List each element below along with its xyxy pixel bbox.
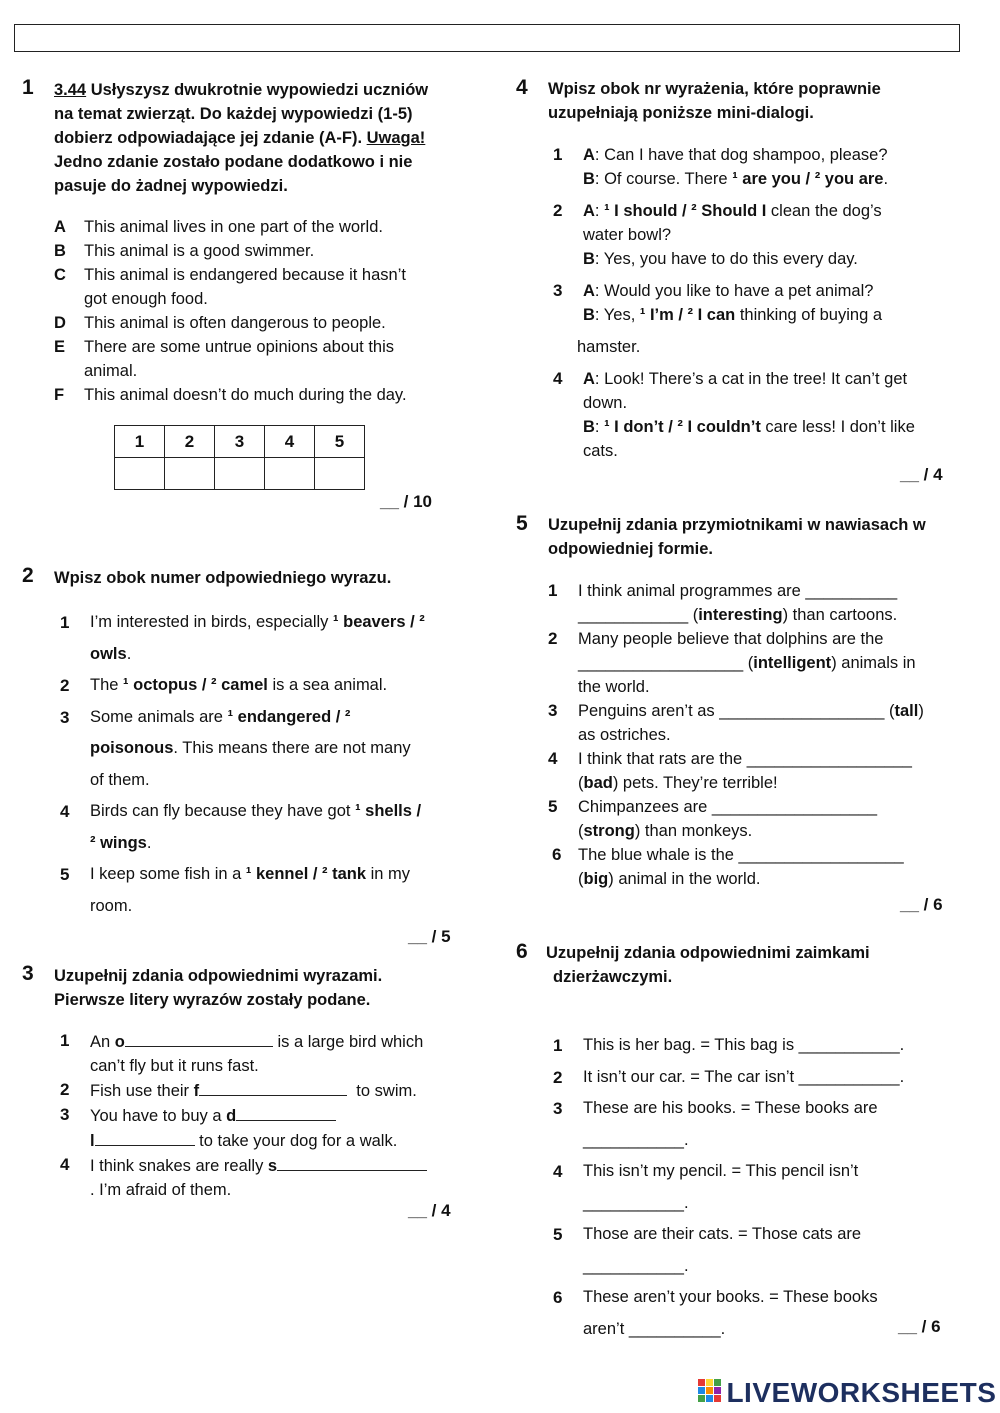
blank[interactable] xyxy=(236,1103,336,1121)
list-item: 3 Penguins aren’t as __________________ (tall) as ostriches. xyxy=(548,701,924,744)
list-item: 6 These aren’t your books. = These books aren’t __________. xyxy=(553,1288,878,1338)
answer-cell[interactable] xyxy=(165,458,215,490)
ex2-number: 2 xyxy=(22,564,34,587)
option-c: C This animal is endangered because it hasn’t got enough food. xyxy=(54,266,406,308)
list-item: 4 I think snakes are really s . I’m afraid of them. xyxy=(60,1153,470,1202)
list-item: 2 Fish use their f to swim. xyxy=(60,1080,417,1100)
ex6-items xyxy=(553,1030,963,1345)
ex2-score: __ / 5 xyxy=(408,927,451,946)
table-header: 1 xyxy=(115,426,165,458)
logo-text: LIVEWORKSHEETS xyxy=(726,1377,997,1408)
table-header: 2 xyxy=(165,426,215,458)
ex1-options xyxy=(54,215,474,407)
blank[interactable] xyxy=(95,1128,195,1146)
list-item: 1 I’m interested in birds, especially ¹ beavers / ² owls. xyxy=(60,613,425,663)
list-item: 5 I keep some fish in a ¹ kennel / ² tank in my room. xyxy=(60,865,411,915)
ex1-instruction: 3.44 Usłyszysz dwukrotnie wypowiedzi uczniów na temat zwierząt. Do każdej wypowiedzi (1-5) dobierz odpowiadające jej zdanie (A-F). Uwaga! Jedno zdanie zostało podane dodatkowo i nie pasuje do żadnej wypowiedzi. xyxy=(54,81,429,195)
ex3-score: __ / 4 xyxy=(408,1201,451,1220)
list-item: 6 The blue whale is the __________________ (big) animal in the world. xyxy=(552,845,904,888)
option-d: D This animal is often dangerous to people. xyxy=(54,314,386,332)
ex1-track: 3.44 xyxy=(54,81,87,99)
list-item: 2 It isn’t our car. = The car isn’t ___________. xyxy=(553,1067,905,1087)
answer-cell[interactable] xyxy=(315,458,365,490)
list-item: 4 Birds can fly because they have got ¹ shells / ² wings. xyxy=(60,802,422,852)
blank[interactable] xyxy=(199,1078,347,1096)
list-item: 4 This isn’t my pencil. = This pencil isn’t ___________. xyxy=(553,1162,859,1212)
liveworksheets-logo[interactable] xyxy=(698,1377,996,1409)
liveworksheets-logo-icon xyxy=(698,1379,722,1407)
table-header: 3 xyxy=(215,426,265,458)
ex1-answer-table xyxy=(114,425,365,490)
answer-cell[interactable] xyxy=(215,458,265,490)
option-a: A This animal lives in one part of the world. xyxy=(54,218,383,236)
ex6-number: 6 xyxy=(516,940,528,963)
ex3-number: 3 xyxy=(22,962,34,985)
ex3-items xyxy=(60,1029,470,1202)
ex5-items xyxy=(548,579,968,891)
answer-cell[interactable] xyxy=(265,458,315,490)
ex4-item-3: 3 A: Would you like to have a pet animal? B: Yes, ¹ I’m / ² I can thinking of buying a hamster. xyxy=(553,281,883,356)
ex1-score: __ / 10 xyxy=(380,492,432,511)
ex6-score: __ / 6 xyxy=(898,1317,941,1336)
ex3-instruction: Uzupełnij zdania odpowiednimi wyrazami. Pierwsze litery wyrazów zostały podane. xyxy=(54,967,383,1009)
table-header: 4 xyxy=(265,426,315,458)
ex4-item-2: 2 A: ¹ I should / ² Should I clean the dog’s water bowl? B: Yes, you have to do this every day. xyxy=(553,201,882,268)
list-item: 4 I think that rats are the __________________ (bad) pets. They’re terrible! xyxy=(548,749,912,792)
list-item: 2 The ¹ octopus / ² camel is a sea animal. xyxy=(60,676,388,695)
name-box[interactable] xyxy=(14,24,960,52)
list-item: 5 Those are their cats. = Those cats are ___________. xyxy=(553,1225,862,1275)
blank[interactable] xyxy=(277,1153,427,1171)
list-item: 5 Chimpanzees are __________________ (strong) than monkeys. xyxy=(548,797,878,840)
list-item: 1 This is her bag. = This bag is ___________. xyxy=(553,1036,905,1055)
ex1-number: 1 xyxy=(22,76,34,99)
blank[interactable] xyxy=(125,1029,273,1047)
option-f: F This animal doesn’t do much during the day. xyxy=(54,386,407,404)
option-b: B This animal is a good swimmer. xyxy=(54,242,315,260)
ex4-number: 4 xyxy=(516,76,528,99)
table-header: 5 xyxy=(315,426,365,458)
ex2-items xyxy=(60,607,470,922)
list-item: 3 You have to buy a d l to take your dog for a walk. xyxy=(60,1105,398,1150)
ex4-instruction: Wpisz obok nr wyrażenia, które poprawnie uzupełniają poniższe mini-dialogi. xyxy=(548,80,881,122)
ex5-number: 5 xyxy=(516,512,528,535)
ex2-instruction: Wpisz obok numer odpowiedniego wyrazu. xyxy=(54,569,392,587)
ex4-item-4: 4 A: Look! There’s a cat in the tree! It can’t get down. B: ¹ I don’t / ² I couldn’t care less! I don’t like cats. xyxy=(553,369,915,460)
ex4-score: __ / 4 xyxy=(900,465,943,484)
ex5-score: __ / 6 xyxy=(900,895,943,914)
ex5-instruction: Uzupełnij zdania przymiotnikami w nawiasach w odpowiedniej formie. xyxy=(548,516,926,558)
option-e: E There are some untrue opinions about this animal. xyxy=(54,338,395,380)
answer-cell[interactable] xyxy=(115,458,165,490)
ex4-item-1: 1 A: Can I have that dog shampoo, please? B: Of course. There ¹ are you / ² you are. xyxy=(553,145,889,188)
list-item: 1 An o is a large bird which can’t fly but it runs fast. xyxy=(60,1031,424,1075)
list-item: 1 I think animal programmes are __________ ____________ (interesting) than cartoons. xyxy=(548,581,898,624)
list-item: 3 Some animals are ¹ endangered / ² poisonous. This means there are not many of them. xyxy=(60,707,411,789)
ex6-instruction: Uzupełnij zdania odpowiednimi zaimkami dzierżawczymi. xyxy=(546,944,870,986)
list-item: 3 These are his books. = These books are ___________. xyxy=(553,1099,878,1149)
list-item: 2 Many people believe that dolphins are the __________________ (intelligent) animals in the world. xyxy=(548,629,916,696)
